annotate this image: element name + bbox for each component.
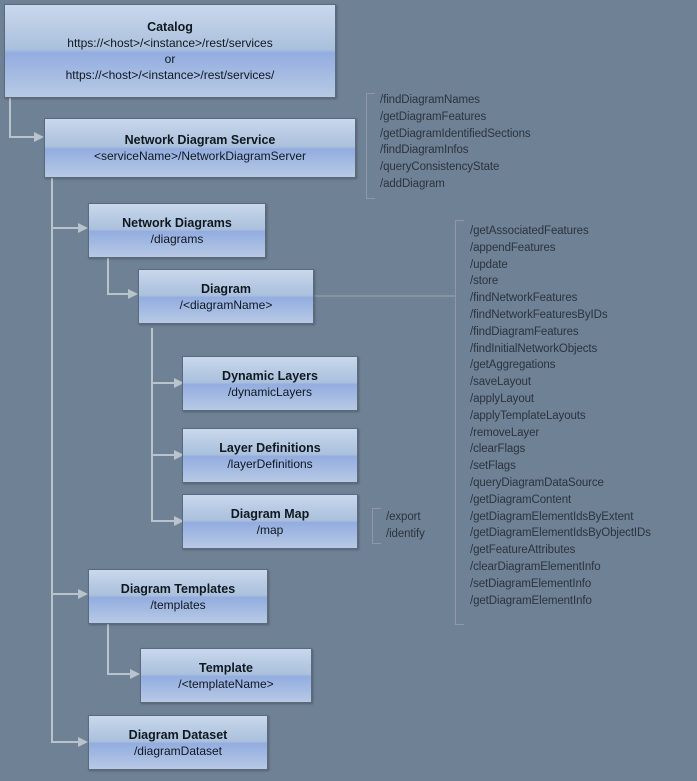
diagram-operation[interactable]: /applyLayout [470, 392, 535, 405]
node-network-diagram-service[interactable] [44, 118, 356, 178]
node-catalog-line-2: or [164, 52, 176, 66]
diagram-operation[interactable]: /update [470, 258, 508, 271]
diagram-operation[interactable]: /findInitialNetworkObjects [470, 342, 598, 355]
node-diagram-title: Diagram [200, 281, 252, 296]
node-template-path: /<templateName> [178, 676, 274, 691]
diagram-operation[interactable]: /getAggregations [470, 359, 556, 372]
diagram-operation[interactable]: /getDiagramElementInfo [470, 594, 592, 607]
service-operation[interactable]: /getDiagramIdentifiedSections [380, 127, 531, 140]
node-dynamic-layers[interactable] [182, 356, 358, 411]
service-operations-list [380, 92, 531, 193]
diagram-operation[interactable]: /saveLayout [470, 376, 531, 389]
diagram-operation[interactable]: /appendFeatures [470, 241, 556, 254]
node-diagram-map[interactable] [182, 494, 358, 549]
service-operation[interactable]: /findDiagramNames [380, 94, 480, 106]
diagram-operation[interactable]: /removeLayer [470, 426, 540, 439]
node-diagram-map-title: Diagram Map [230, 506, 310, 521]
node-template[interactable] [140, 648, 312, 703]
diagram-operation[interactable]: /queryDiagramDataSource [470, 476, 604, 489]
node-layer-definitions-path: /layerDefinitions [227, 456, 313, 471]
node-diagram[interactable] [138, 269, 314, 324]
diagram-operation[interactable]: /getDiagramContent [470, 493, 572, 506]
node-diagram-templates[interactable] [88, 569, 268, 624]
node-template-title: Template [199, 660, 253, 675]
map-operations-list [386, 509, 425, 543]
diagram-operation[interactable]: /applyTemplateLayouts [470, 409, 586, 422]
node-layer-definitions[interactable] [182, 428, 358, 483]
diagram-operation[interactable]: /getDiagramElementIdsByObjectIDs [470, 527, 651, 540]
node-diagram-dataset-path: /diagramDataset [133, 743, 223, 758]
service-operation[interactable]: /getDiagramFeatures [380, 110, 487, 123]
diagram-operations-bracket [455, 220, 464, 625]
diagram-operation[interactable]: /setDiagramElementInfo [470, 577, 592, 590]
diagram-operation[interactable]: /clearDiagramElementInfo [470, 560, 601, 573]
diagram-operation[interactable]: /setFlags [470, 460, 516, 473]
node-diagram-dataset[interactable] [88, 715, 268, 770]
node-catalog-line-1: https://<host>/<instance>/rest/services [67, 36, 273, 50]
service-operations-bracket [366, 93, 375, 199]
map-operations-bracket [372, 508, 381, 544]
diagram-operation[interactable]: /clearFlags [470, 443, 526, 456]
service-operation[interactable]: /findDiagramInfos [380, 144, 469, 157]
node-network-diagram-service-path: <serviceName>/NetworkDiagramServer [93, 149, 307, 163]
node-layer-definitions-title: Layer Definitions [219, 440, 321, 455]
diagram-operation[interactable]: /store [470, 275, 499, 288]
node-diagram-templates-title: Diagram Templates [120, 581, 236, 596]
node-network-diagrams-path: /diagrams [150, 231, 204, 246]
node-catalog-title: Catalog [147, 20, 193, 34]
service-operation[interactable]: /addDiagram [380, 177, 445, 190]
node-diagram-templates-path: /templates [150, 597, 206, 612]
diagram-operation[interactable]: /findNetworkFeatures [470, 292, 578, 305]
diagram-operations-list [470, 223, 651, 609]
node-catalog[interactable] [4, 4, 336, 98]
map-operation[interactable]: /identify [386, 527, 425, 540]
node-network-diagrams-title: Network Diagrams [122, 215, 232, 230]
diagram-operation[interactable]: /getFeatureAttributes [470, 544, 576, 557]
node-catalog-line-3: https://<host>/<instance>/rest/services/ [65, 68, 275, 82]
node-diagram-dataset-title: Diagram Dataset [128, 727, 228, 742]
map-operation[interactable]: /export [386, 511, 421, 523]
diagram-operation[interactable]: /findDiagramFeatures [470, 325, 579, 338]
diagram-operation[interactable]: /getDiagramElementIdsByExtent [470, 510, 634, 523]
diagram-operation[interactable]: /getAssociatedFeatures [470, 225, 589, 237]
node-network-diagram-service-title: Network Diagram Service [124, 133, 276, 147]
node-dynamic-layers-path: /dynamicLayers [227, 384, 313, 399]
node-network-diagrams[interactable] [88, 203, 266, 258]
diagram-operation[interactable]: /findNetworkFeaturesByIDs [470, 308, 608, 321]
node-diagram-map-path: /map [256, 522, 284, 537]
service-operation[interactable]: /queryConsistencyState [380, 161, 500, 174]
node-diagram-path: /<diagramName> [179, 297, 273, 312]
node-dynamic-layers-title: Dynamic Layers [222, 368, 318, 383]
